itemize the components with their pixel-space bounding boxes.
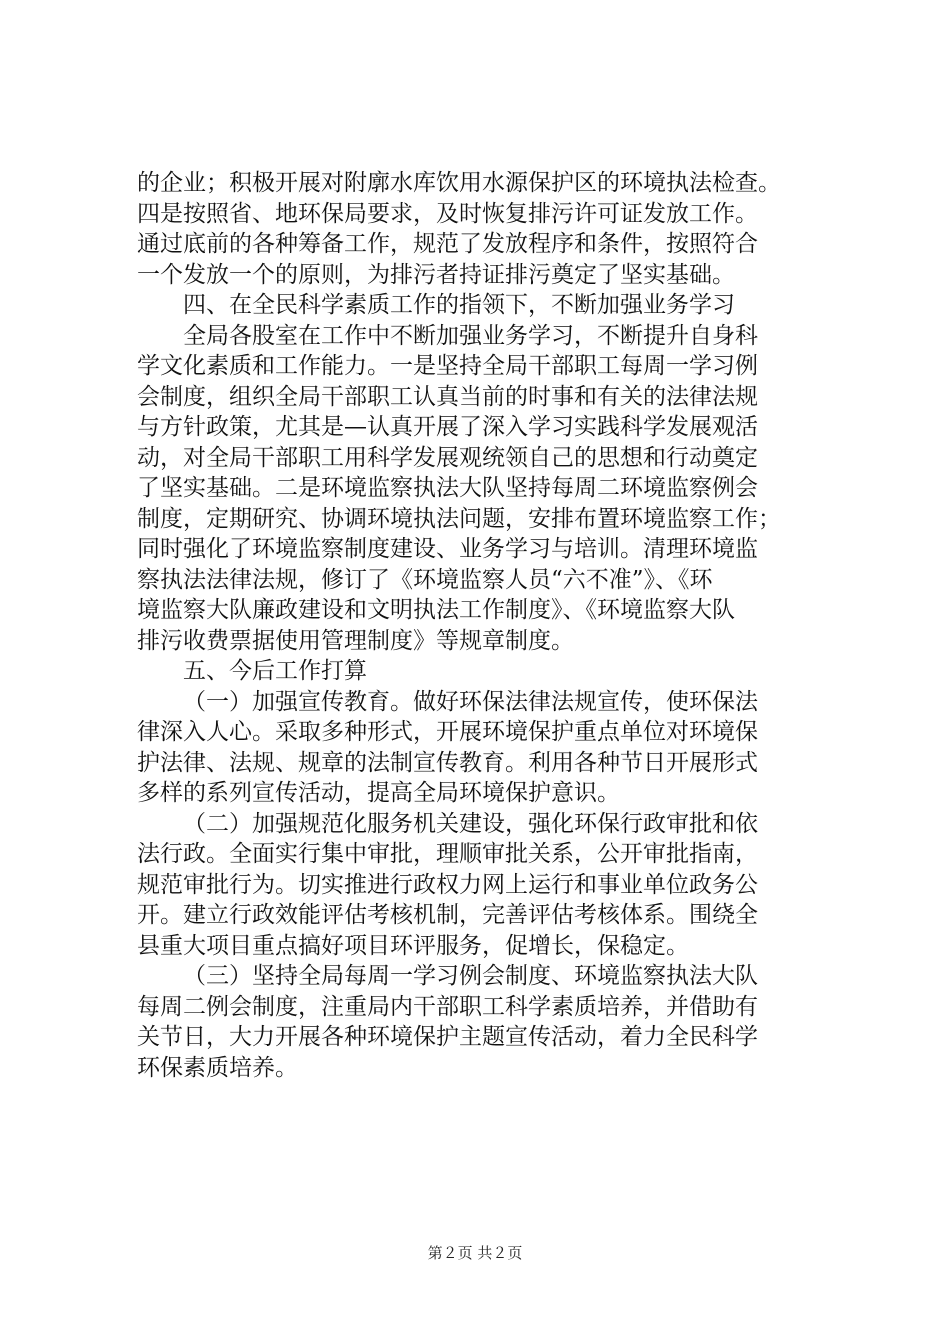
text-line: 排污收费票据使用管理制度》等规章制度。 xyxy=(137,627,574,654)
text-line: 通过底前的各种筹备工作，规范了发放程序和条件，按照符合 xyxy=(137,231,758,257)
paragraph-first-line: 五、今后工作打算 xyxy=(183,658,367,684)
text-line: 每周二例会制度，注重局内干部职工科学素质培养，并借助有 xyxy=(137,993,758,1020)
text-line: 动，对全局干部职工用科学发展观统领自己的思想和行动奠定 xyxy=(137,444,758,471)
paragraph-first-line: （二）加强规范化服务机关建设，强化环保行政审批和依 xyxy=(183,810,758,837)
text-line: 察执法法律法规，修订了《环境监察人员“六不准”》、《环 xyxy=(137,566,713,593)
text-line: 的企业；积极开展对附廓水库饮用水源保护区的环境执法检查。 xyxy=(137,170,781,196)
text-line: 同时强化了环境监察制度建设、业务学习与培训。清理环境监 xyxy=(137,536,758,562)
text-line: 会制度，组织全局干部职工认真当前的时事和有关的法律法规 xyxy=(137,383,758,410)
text-line: 制度，定期研究、协调环境执法问题，安排布置环境监察工作； xyxy=(137,505,781,532)
document-body xyxy=(137,168,857,1083)
paragraph-first-line: 四、在全民科学素质工作的指领下，不断加强业务学习 xyxy=(183,292,735,318)
text-line: 护法律、法规、规章的法制宣传教育。利用各种节日开展形式 xyxy=(137,749,758,776)
text-line: 多样的系列宣传活动，提高全局环境保护意识。 xyxy=(137,780,620,806)
paragraph-first-line: 全局各股室在工作中不断加强业务学习，不断提升自身科 xyxy=(183,322,758,349)
text-line: 环保素质培养。 xyxy=(137,1054,298,1081)
text-line: 开。建立行政效能评估考核机制，完善评估考核体系。围绕全 xyxy=(137,902,758,928)
text-line: 学文化素质和工作能力。一是坚持全局干部职工每周一学习例 xyxy=(137,353,758,379)
paragraph-first-line: （三）坚持全局每周一学习例会制度、环境监察执法大队 xyxy=(183,963,758,989)
paragraph-first-line: （一）加强宣传教育。做好环保法律法规宣传，使环保法 xyxy=(183,688,758,715)
text-line: 关节日，大力开展各种环境保护主题宣传活动，着力全民科学 xyxy=(137,1024,758,1050)
text-line: 境监察大队廉政建设和文明执法工作制度》、《环境监察大队 xyxy=(137,597,735,623)
text-line: 了坚实基础。二是环境监察执法大队坚持每周二环境监察例会 xyxy=(137,475,758,501)
text-line: 一个发放一个的原则，为排污者持证排污奠定了坚实基础。 xyxy=(137,261,735,288)
page-footer: 第２页 共２页 xyxy=(427,1244,523,1262)
text-line: 四是按照省、地环保局要求，及时恢复排污许可证发放工作。 xyxy=(137,200,758,227)
text-line: 法行政。全面实行集中审批，理顺审批关系，公开审批指南， xyxy=(137,841,758,867)
text-line: 规范审批行为。切实推进行政权力网上运行和事业单位政务公 xyxy=(137,871,758,898)
text-line: 与方针政策，尤其是—认真开展了深入学习实践科学发展观活 xyxy=(137,414,758,440)
text-line: 律深入人心。采取多种形式，开展环境保护重点单位对环境保 xyxy=(137,719,758,745)
text-line: 县重大项目重点搞好项目环评服务，促增长，保稳定。 xyxy=(137,932,689,959)
